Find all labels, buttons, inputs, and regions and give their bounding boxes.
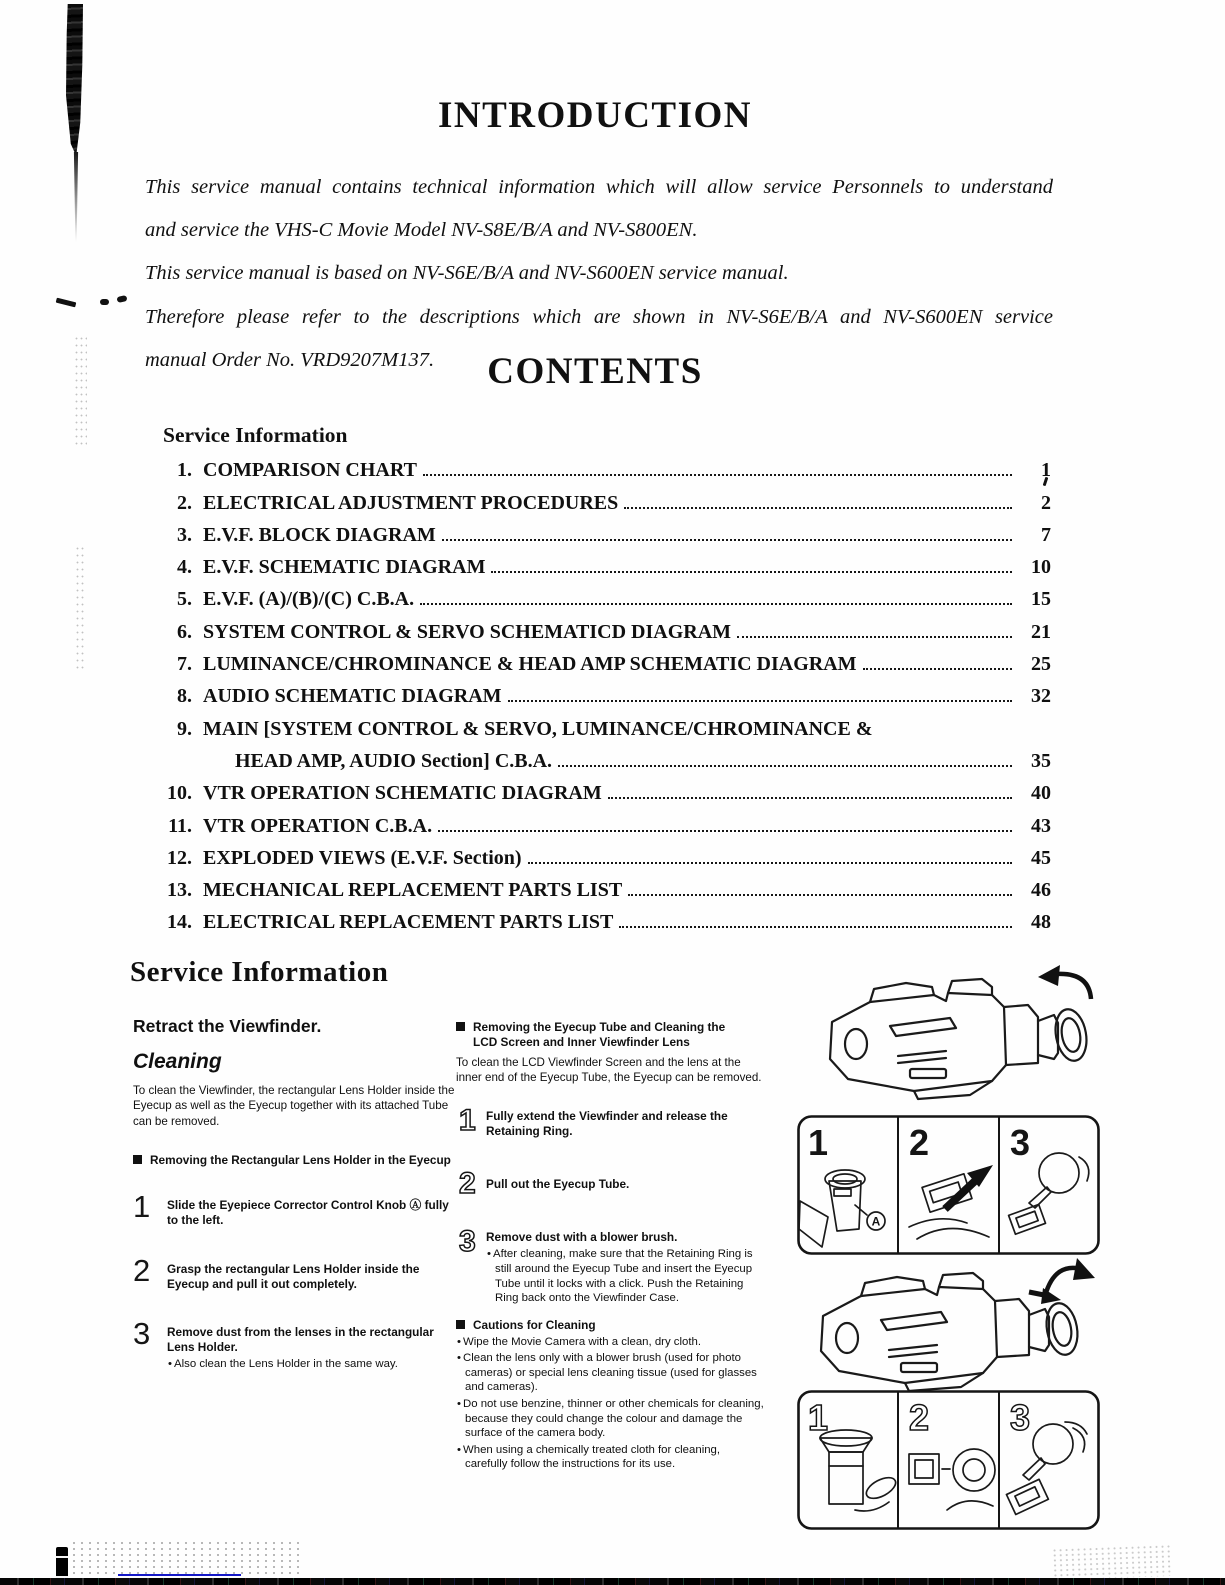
figure-camera-extend-viewfinder [798, 962, 1100, 1114]
toc-item [163, 611, 1051, 643]
toc-title: MECHANICAL REPLACEMENT PARTS LIST [203, 879, 623, 902]
square-bullet-icon [133, 1155, 142, 1164]
toc-page-number: 21 [1031, 620, 1051, 643]
toc-leader [442, 539, 1012, 541]
step-note: • After cleaning, make sure that the Retaining Ring is still around the Eyecup Tube and insert the Eyecup Tube until it locks with a click. Push the Retaining Ring back onto the Viewfinder Case. [486, 1247, 764, 1305]
toc-item [163, 870, 1051, 902]
table-of-contents [163, 423, 1051, 934]
intro-line: and service the VHS-C Movie Model NV-S8E/B/A and NV-S800EN. [145, 219, 698, 242]
step-number: 1 [133, 1188, 151, 1224]
intro-line: Therefore please refer to the descriptions which are shown in NV-S6E/B/A and NV-S600EN service [145, 305, 1053, 328]
toc-item [163, 708, 1051, 740]
panel-number: 3 [1010, 1122, 1031, 1163]
viewfinder-housing [1004, 1005, 1038, 1065]
figure-camera-retract-viewfinder [793, 1252, 1101, 1394]
eyecup-tube [953, 1449, 995, 1491]
toc-item [163, 676, 1051, 708]
scan-artifact-smudge [1051, 1544, 1170, 1580]
removing-lens-holder-header-text: Removing the Rectangular Lens Holder in the Eyecup [150, 1152, 451, 1167]
blower-bulb [1039, 1153, 1079, 1193]
scan-artifact-dot [100, 299, 109, 305]
toc-page-number: 43 [1031, 814, 1051, 837]
toc-title: SYSTEM CONTROL & SERVO SCHEMATICD DIAGRAM [203, 620, 732, 643]
toc-number: 5. [177, 588, 192, 611]
caution-bullet: • Clean the lens only with a blower brush (used for photo cameras) or special lens cleaning tissue (used for glasses and cameras). [456, 1351, 764, 1395]
cleaning-paragraph: To clean the Viewfinder, the rectangular Lens Holder inside the Eyecup as well as the Eyecup together with its attached Tube can be removed. [133, 1084, 455, 1128]
intro-line: manual Order No. VRD9207M137. [145, 348, 435, 371]
toc-item [163, 482, 1051, 514]
toc-leader [558, 765, 1012, 767]
toc-page-number: 35 [1031, 749, 1051, 772]
square-bullet-icon [456, 1022, 465, 1031]
toc-item [163, 579, 1051, 611]
panel-number: 1 [808, 1397, 829, 1438]
panel-number: 2 [909, 1397, 930, 1438]
toc-page-number: 25 [1031, 653, 1051, 676]
cleaning-heading: Cleaning [133, 1050, 222, 1073]
toc-title: E.V.F. (A)/(B)/(C) C.B.A. [203, 588, 415, 611]
finger [863, 1473, 899, 1502]
square-bullet-icon [456, 1320, 465, 1329]
toc-number: 8. [177, 685, 192, 708]
step-number-outline [456, 1165, 486, 1205]
toc-title: AUDIO SCHEMATIC DIAGRAM [203, 685, 502, 708]
caution-bullet: • Wipe the Movie Camera with a clean, dry cloth. [456, 1335, 764, 1350]
toc-page-number: 10 [1031, 556, 1051, 579]
step-text: Grasp the rectangular Lens Holder inside the Eyecup and pull it out completely. [167, 1262, 420, 1292]
left-step-3 [133, 1315, 455, 1372]
step-text: Remove dust with a blower brush. [486, 1230, 678, 1245]
toc-page-number: 2 [1041, 491, 1051, 514]
panel-number: 1 [808, 1122, 829, 1163]
step-number: 3 [459, 1225, 476, 1259]
toc-leader [737, 636, 1012, 638]
panel2-arrow-icon [945, 1165, 993, 1209]
toc-number: 2. [177, 491, 192, 514]
toc-item [163, 644, 1051, 676]
mid-step-2 [456, 1165, 764, 1205]
cautions-header [456, 1318, 764, 1333]
toc-number: 12. [167, 846, 192, 869]
left-step-2 [133, 1255, 455, 1292]
toc-item [163, 805, 1051, 837]
scan-artifact-glyph [56, 1547, 68, 1581]
toc-page-number: 46 [1031, 879, 1051, 902]
toc-title: E.V.F. BLOCK DIAGRAM [203, 523, 436, 546]
blue-line-artifact [118, 1574, 241, 1576]
toc-item [163, 450, 1051, 482]
toc-title: E.V.F. SCHEMATIC DIAGRAM [203, 556, 486, 579]
step-number-outline [456, 1223, 486, 1306]
toc-leader [619, 926, 1012, 928]
step-note: • Also clean the Lens Holder in the same way. [167, 1357, 455, 1372]
toc-leader [508, 700, 1012, 702]
removing-eyecup-header [456, 1020, 764, 1050]
toc-leader [863, 668, 1012, 670]
cautions-header-text: Cautions for Cleaning [473, 1317, 596, 1332]
toc-page-number: 40 [1031, 782, 1051, 805]
toc-leader [420, 603, 1012, 605]
step-text: Remove dust from the lenses in the rectangular Lens Holder. [167, 1324, 434, 1354]
toc-number: 13. [167, 879, 192, 902]
intro-line: This service manual is based on NV-S6E/B/A and NV-S600EN service manual. [145, 262, 789, 285]
caution-bullet: • Do not use benzine, thinner or other chemicals for cleaning, because they could change the colour and damage the surface of the camera body. [456, 1397, 764, 1441]
viewfinder-housing [995, 1299, 1029, 1357]
removing-eyecup-paragraph: To clean the LCD Viewfinder Screen and the lens at the inner end of the Eyecup Tube, the Eyecup can be removed. [456, 1055, 762, 1084]
toc-number: 3. [177, 523, 192, 546]
toc-page-number: 7 [1041, 523, 1051, 546]
toc-title: ELECTRICAL ADJUSTMENT PROCEDURES [203, 491, 619, 514]
toc-number: 9. [177, 717, 192, 740]
toc-leader [528, 862, 1012, 864]
step-text: Slide the Eyepiece Corrector Control Knob Ⓐ fully to the left. [167, 1197, 449, 1227]
toc-leader [628, 894, 1012, 896]
step-number: 3 [133, 1315, 151, 1351]
callout-a-label: A [871, 1214, 881, 1229]
contents-title: CONTENTS [487, 351, 703, 392]
figure-steps-box-1 [797, 1115, 1100, 1255]
toc-item [163, 547, 1051, 579]
intro-title: INTRODUCTION [437, 95, 753, 136]
toc-leader [491, 571, 1012, 573]
blower-bulb [1033, 1424, 1073, 1464]
toc-number: 1. [177, 459, 192, 482]
toc-number: 11. [168, 814, 192, 837]
scan-artifact-noise [75, 545, 84, 670]
toc-leader [423, 474, 1012, 476]
retract-instruction: Retract the Viewfinder. [133, 1016, 322, 1036]
removing-lens-holder-header [133, 1153, 455, 1168]
scan-artifact-dot [116, 295, 127, 303]
toc-leader [608, 797, 1012, 799]
scan-artifact-dash [56, 298, 77, 308]
figure-steps-box-2 [797, 1390, 1100, 1530]
panel3-blower-sketch [1009, 1153, 1089, 1234]
caution-bullet: • When using a chemically treated cloth for cleaning, carefully follow the instructions for its use. [456, 1443, 764, 1472]
toc-number: 14. [167, 911, 192, 934]
intro-line: This service manual contains technical information which will allow service Personnels to understand [145, 176, 1053, 198]
mid-step-1 [456, 1102, 764, 1142]
toc-number: 4. [177, 556, 192, 579]
toc-section-header: Service Information [163, 423, 348, 447]
toc-item [163, 838, 1051, 870]
toc-page-number: 1 [1041, 459, 1051, 482]
toc-number: 6. [177, 620, 192, 643]
toc-title: COMPARISON CHART [203, 459, 417, 482]
mid-step-3 [456, 1223, 764, 1306]
toc-leader [438, 830, 1012, 832]
step-number-outline [456, 1102, 486, 1142]
toc-title: MAIN [SYSTEM CONTROL & SERVO, LUMINANCE/CHROMINANCE & [203, 717, 873, 740]
toc-title: LUMINANCE/CHROMINANCE & HEAD AMP SCHEMATIC DIAGRAM [203, 653, 857, 676]
toc-title: EXPLODED VIEWS (E.V.F. Section) [203, 846, 522, 869]
panel1-eyecup-sketch [799, 1170, 885, 1247]
left-step-1 [133, 1188, 455, 1228]
panel1-retaining-ring-sketch [820, 1430, 899, 1511]
toc-title: VTR OPERATION C.B.A. [203, 814, 433, 837]
toc-page-number: 48 [1031, 911, 1051, 934]
toc-title: VTR OPERATION SCHEMATIC DIAGRAM [203, 782, 602, 805]
toc-page-number: 45 [1031, 846, 1051, 869]
page-edge-band [0, 1578, 1225, 1585]
toc-title: ELECTRICAL REPLACEMENT PARTS LIST [203, 911, 614, 934]
camcorder-illustration [830, 979, 1090, 1099]
panel2-eyecup-tube-sketch [909, 1449, 995, 1510]
toc-item-continued [163, 741, 1051, 773]
toc-page-number: 15 [1031, 588, 1051, 611]
toc-title: HEAD AMP, AUDIO Section] C.B.A. [235, 749, 553, 772]
rotate-down-arrow-icon [1029, 1258, 1095, 1304]
step-number: 1 [459, 1104, 476, 1138]
step-text: Pull out the Eyecup Tube. [486, 1177, 630, 1192]
panel-number: 3 [1010, 1397, 1031, 1438]
step-text: Fully extend the Viewfinder and release the Retaining Ring. [486, 1109, 728, 1139]
toc-number: 10. [167, 782, 192, 805]
panel-number: 2 [909, 1122, 930, 1163]
step-number: 2 [133, 1253, 151, 1289]
removing-eyecup-header-text: Removing the Eyecup Tube and Cleaning the LCD Screen and Inner Viewfinder Lens [473, 1020, 726, 1049]
service-info-left-column [133, 1016, 455, 1372]
camcorder-illustration [821, 1273, 1081, 1391]
service-info-heading: Service Information [130, 956, 389, 988]
toc-item [163, 773, 1051, 805]
step-number: 2 [459, 1167, 476, 1201]
toc-number: 7. [177, 653, 192, 676]
toc-item [163, 515, 1051, 547]
rotate-up-arrow-icon [1038, 965, 1091, 999]
toc-item [163, 902, 1051, 934]
scan-artifact-strip-tail [73, 152, 79, 242]
toc-page-number: 32 [1031, 685, 1051, 708]
service-info-middle-column [456, 1020, 764, 1472]
toc-leader [624, 507, 1012, 509]
